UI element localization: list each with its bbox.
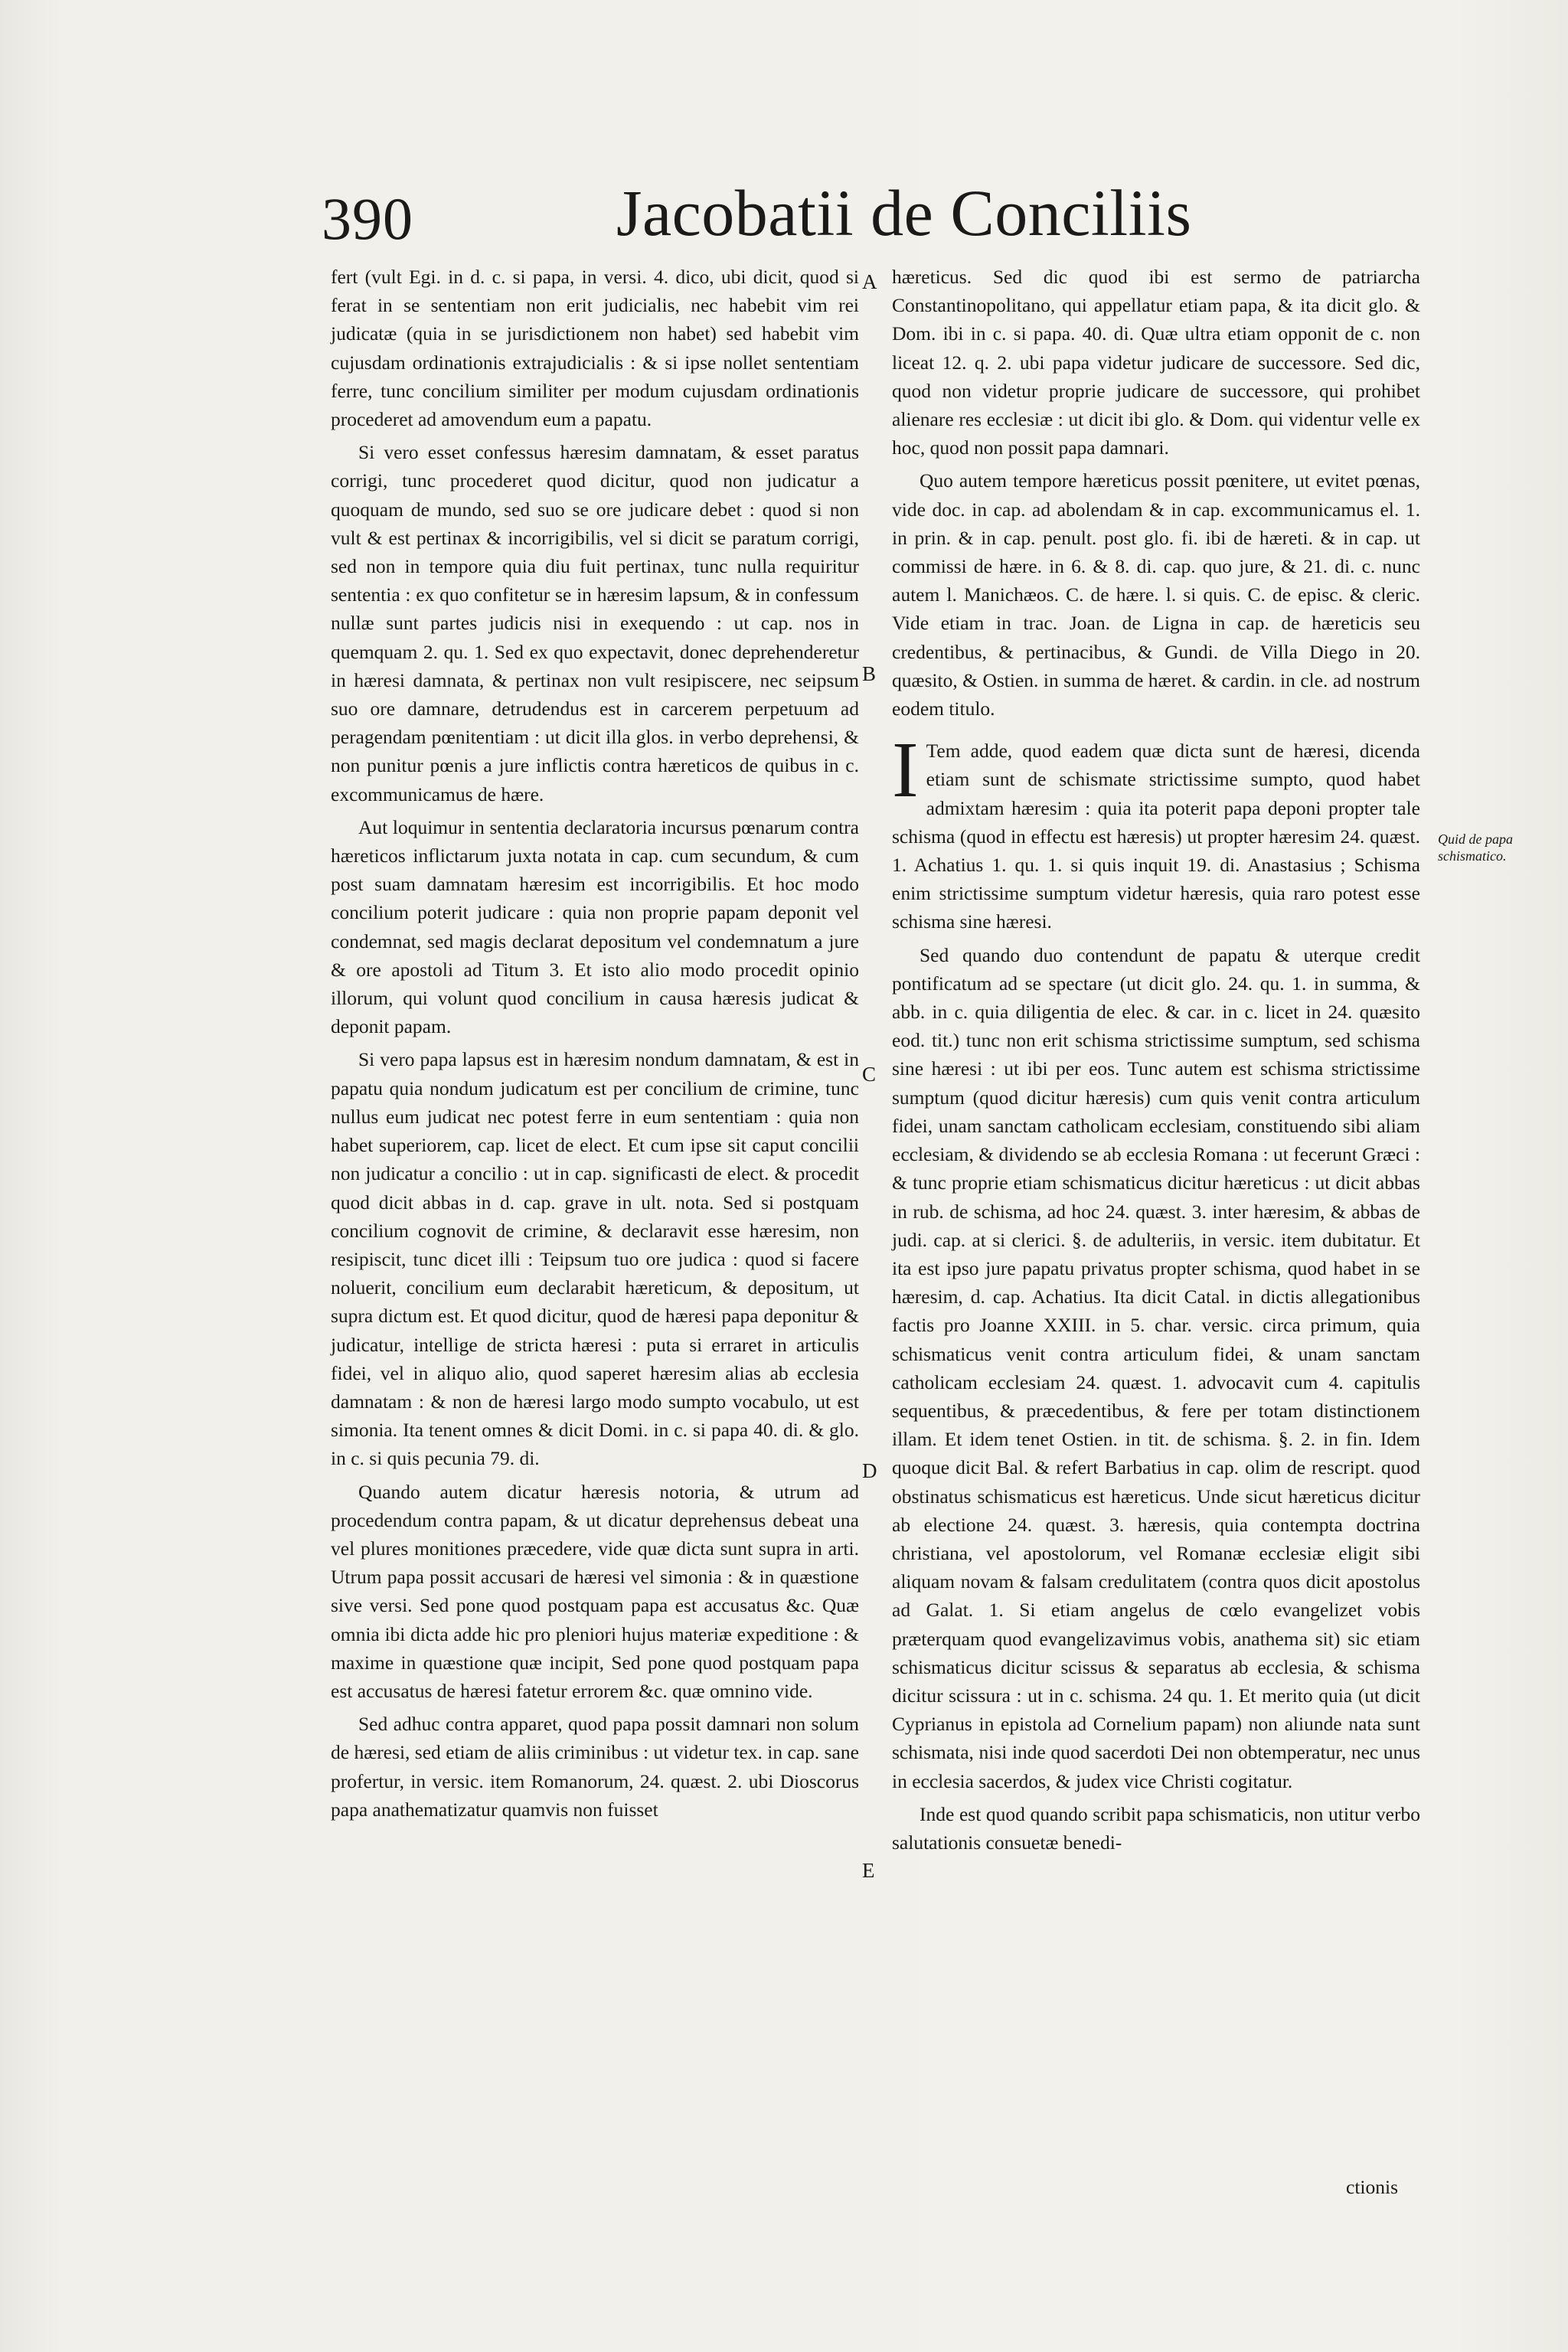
paragraph: Aut loquimur in sententia declaratoria incursus pœnarum contra hæreticos inflictarum juxta notata in cap. cum secundum, & cum post suam damnatam hæresim est incorrigibilis. Et hoc modo concilium poterit judicare : quia non proprie papam deponit vel condemnat, sed magis declarat depositum vel condemnatum a jure & ore apostoli ad Titum 3. Et isto alio modo procedit opinio illorum, qui volunt quod concilium in causa hæresis judicat & deponit papam. bbox=[331, 815, 859, 1038]
paragraph: hæreticus. Sed dic quod ibi est sermo de patriarcha Constantinopolitano, qui appellatur etiam papa, & ita dicit glo. & Dom. ibi in c. si papa. 40. di. Quæ ultra etiam opponit de c. non liceat 12. q. 2. ubi papa videtur judicare de successore. Sed dic, quod non videtur proprie judicare de successore, qui prohibet alienare res ecclesiæ : ut dicit ibi glo. & Dom. qui videntur velle ex hoc, quod non possit papa damnari. bbox=[892, 266, 1420, 459]
section-marker-e: E bbox=[862, 1859, 875, 1882]
right-column bbox=[892, 263, 1420, 1861]
catchword: ctionis bbox=[1346, 2176, 1398, 2198]
paragraph: Sed quando duo contendunt de papatu & uterque credit pontificatum ad se spectare (ut dicit glo. 24. qu. 1. in summa, & abb. in c. quia diligentia de elec. & car. in c. licet in 24. quæsito eod. tit.) tunc non erit schisma strictissime sumptum, sed schisma sine hæresi : ut ibi per eos. Tunc autem est schisma strictissime sumptum (quod dicitur hæresis) cum quis venit contra articulum fidei, unam sanctam catholicam ecclesiam, constituendo sibi aliam ecclesiam, & dividendo se ab ecclesia Romana : ut fecerunt Græci : & tunc proprie etiam schismaticus dicitur hæreticus : ut dicit abbas in rub. de schisma, ad hoc 24. quæst. 3. inter hæresim, & abbas de judi. cap. at si clerici. §. de adulteriis, in versic. item dubitatur. Et ita est ipso jure papatu privatus propter schisma, quod habet in se hæresim, d. cap. Achatius. Ita dicit Catal. in dictis allegationibus factis pro Joanne XXIII. in 5. char. versic. circa primum, quia schismaticus venit contra articulum fidei, & unam sanctam catholicam ecclesiam 24. quæst. 1. advocavit cum 4. capitulis sequentibus, & præcedentibus, & fere per totam distinctionem illam. Et idem tenet Ostien. in tit. de schisma. §. 2. in fin. Idem quoque dicit Bal. & refert Barbatius in cap. olim de rescript. quod obstinatus schismaticus est hæreticus. Unde sicut hæreticus dicitur ab electione 24. quæst. 3. hæresis, quia contempta doctrina christiana, vel apostolorum, vel Romanæ ecclesiæ eligit sibi aliquam novam & falsam credulitatem (contra quos dicit apostolus ad Galat. 1. Si etiam angelus de cœlo evangelizet vobis præterquam quod evangelizavimus vobis, anathema sit) sic etiam schismaticus dicitur scissus & separatus ab ecclesia, & schisma dicitur scissura : ut in c. schisma. 24 qu. 1. Et merito quia (ut dicit Cyprianus in epistola ad Cornelium papam) non aliunde nata sunt schismata, nisi inde quod sacerdoti Dei non obtemperatur, nec unus in ecclesia sacerdos, & judex vice Christi cogitatur. bbox=[892, 943, 1420, 1792]
page-number: 390 bbox=[322, 185, 413, 252]
drop-cap: I bbox=[892, 726, 919, 815]
paragraph-with-dropcap bbox=[892, 726, 1420, 936]
section-marker-d: D bbox=[862, 1459, 877, 1482]
section-marker-b: B bbox=[862, 662, 877, 685]
page-header bbox=[322, 176, 1240, 264]
paragraph: Si vero papa lapsus est in hæresim nondum damnatam, & est in papatu quia nondum judicatum est per concilium de crimine, tunc nullus eum judicat nec potest ferre in eum sententiam : quia non habet superiorem, cap. licet de elect. Et cum ipse sit caput concilii non judicatur a concilio : ut in cap. significasti de elect. & procedit quod dicit abbas in d. cap. grave in ult. nota. Sed si postquam concilium cognovit de crimine, & declaravit esse hæresim, non resipiscit, tunc dicet illi : Teipsum tuo ore judica : quod si facere noluerit, concilium eum declarabit hæreticum, & depositum, ut supra dictum est. Et quod dicitur, quod de hæresi papa deponitur & judicatur, intellige de stricta hæresi : puta si erraret in articulis fidei, vel in aliquo alio, quod saperet hæresim alias ab ecclesia damnatam : & non de hæresi largo modo sumpto vocabulo, ut est simonia. Ita tenent omnes & dicit Domi. in c. si papa 40. di. & glo. in c. si quis pecunia 79. di. bbox=[331, 1048, 859, 1470]
paragraph: Quando autem dicatur hæresis notoria, & utrum ad procedendum contra papam, & ut dicatur deprehensus debeat una vel plures monitiones præcedere, vide quæ dicta sunt supra in arti. Utrum papa possit accusari de hæresi vel simonia : & in quæstione sive versi. Sed pone quod postquam papa est accusatus &c. Quæ omnia ibi dicta adde hic pro pleniori hujus materiæ expeditione : & maxime in quæstione quæ incipit, Sed pone quod postquam papa est accusatus de hæresi fatetur errorem &c. quæ omnino vide. bbox=[331, 1480, 859, 1702]
margin-note: Quid de papa schismatico. bbox=[1438, 831, 1513, 864]
paragraph: fert (vult Egi. in d. c. si papa, in versi. 4. dico, ubi dicit, quod si ferat in se sententiam non erit judicialis, nec habebit vim rei judicatæ (quia in se jurisdictionem non habet) sed habebit vim cujusdam ordinationis extrajudicialis : & si ipse nollet sententiam ferre, tunc concilium similiter per modum cujusdam ordinationis procederet ad amovendum eum a papatu. bbox=[331, 266, 859, 431]
running-title: Jacobatii de Conciliis bbox=[616, 176, 1192, 250]
section-marker-a: A bbox=[862, 270, 877, 293]
left-column bbox=[331, 263, 859, 1828]
paragraph: Si vero esset confessus hæresim damnatam, & esset paratus corrigi, tunc procederet quod dicitur, quod non judicatur a quoquam de mundo, sed suo se ore judicare debet : quod si non vult & est pertinax & incorrigibilis, vel si dicit se paratum corrigi, sed non in tempore quia diu fuit pertinax, tunc nulla requiritur sententia : ex quo confitetur se in hæresim lapsum, & in confessum nullæ sunt partes judicis nisi in exequendo : ut cap. nos in quemquam 2. qu. 1. Sed ex quo expectavit, donec deprehenderetur in hæresi damnata, & pertinax non vult resipiscere, nec seipsum suo ore damnare, detrudendus est in carcerem perpetuum ad peragendam pœnitentiam : ut dicit illa glos. in verbo deprehensi, & non punitur pœnis a jure inflictis contra hæreticos de quibus in c. excommunicamus de hære. bbox=[331, 441, 859, 805]
paragraph: Quo autem tempore hæreticus possit pœnitere, ut evitet pœnas, vide doc. in cap. ad abolendam & in cap. excommunicamus el. 1. in prin. & in cap. penult. post glo. fi. ibi de hæreti. & in cap. ut commissi de hære. in 6. & 8. di. cap. quo jure, & 21. di. c. nunc autem l. Manichæos. C. de hære. l. si quis. C. de episc. & cleric. Vide etiam in trac. Joan. de Ligna in cap. de hæreticis seu credentibus, & pertinacibus, & Gundi. de Villa Diego in 20. quæsito, & Ostien. in summa de hæret. & cardin. in cle. ad nostrum eodem titulo. bbox=[892, 469, 1420, 720]
section-marker-c: C bbox=[862, 1063, 877, 1086]
paragraph: Sed adhuc contra apparet, quod papa possit damnari non solum de hæresi, sed etiam de aliis criminibus : ut videtur tex. in cap. sane profertur, in versic. item Romanorum, 24. quæst. 2. ubi Dioscorus papa anathematizatur quamvis non fuisset bbox=[331, 1713, 859, 1821]
paragraph-text: Tem adde, quod eadem quæ dicta sunt de hæresi, dicenda etiam sunt de schismate strictissime sumpto, quod habet admixtam hæresim : quia ita poterit papa deponi propter tale schisma (quod in effectu est hæresis) ut propter hæresim 24. quæst. 1. Achatius 1. qu. 1. si quis inquit 19. di. Anastasius ; Schisma enim strictissime sumptum videtur hæresis, quia raro potest esse schisma sine hæresi. bbox=[892, 740, 1420, 933]
paragraph: Inde est quod quando scribit papa schismaticis, non utitur verbo salutationis consuetæ benedi- bbox=[892, 1802, 1420, 1854]
